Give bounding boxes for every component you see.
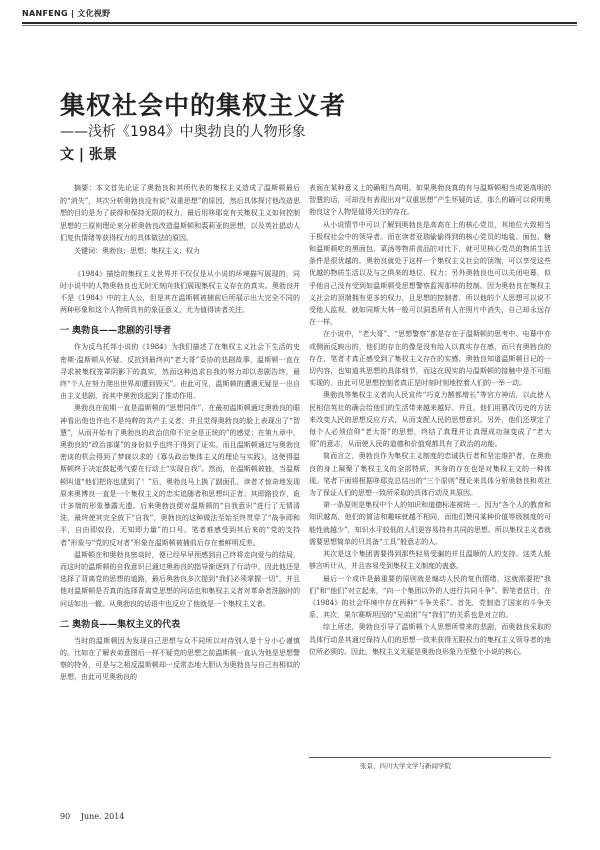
section-heading-1: 一 奥勃良——悲剧的引导者 xyxy=(60,326,172,337)
body-paragraph: 奥勃良等集权主义者向人民宣传“巧克力额都增长”等官方神话，以此使人民相信英社的确会给他们的生活带来越来越好。并且，他们用篡改历史的方法来改变人民的思想反应方式，从而支配人民的思想意识。另外，他们还规定了每个人必须信仰“老大哥”的思想，终结了真理并让真理成功演变成了“老大哥”的意志，从而使人民的道德和价值观都具有了政治的功能。 xyxy=(309,391,551,449)
author-affiliation: 张景，四川大学文学与新闻学院 xyxy=(360,762,451,770)
left-column xyxy=(60,182,300,802)
page-number: 90 xyxy=(60,812,71,821)
header-rule xyxy=(22,22,577,24)
body-paragraph: 第一条原则是集权中个人的知识和道德标准被统一。因为“各个人的教育和知识越高，他们的简洁和趣味就越不相同，而他们赞同某种价值等级制度的可能性就越少”，知识水平较低的人们更容易持有共同的思想。所以集权主义者就需要思想简单的只具备“工具”般意志的人。 xyxy=(309,501,551,546)
intro-paragraph: 《1984》描绘的集权主义世界并不仅仅是从小说的环境描写展现的，同时小说中的人物奥勃良也无时无刻向我们展现集权主义存在的真实。奥勃良并不是《1984》中的主人公，但是其在温斯顿被捕前后所展示出大完全不同的两种形象和这个人物所具有的象征意义，尤为值得读者关注。 xyxy=(60,269,300,315)
page-footer xyxy=(60,812,124,821)
issue-date: June. 2014 xyxy=(80,812,125,821)
affiliation-rule xyxy=(309,757,551,758)
body-paragraph: 在小说中，“老大哥”、“思想警察”都是存在于温斯顿的思考中、电幕中亦或侧面反映出的，他们的存在的像是没有给人以真实存在感，而只有奥勃良的存在，笔者才真正感受到了集权主义存在的实感。奥勃良知道温斯顿日记的一切内容，也知道其思想的具体细节，而这在现实的与温斯顿的接触中是不可能实现的，由此可见思想控制者真正是时刻时刻地控着人们的一举一动。 xyxy=(309,330,551,388)
body-paragraph: 温斯顿在和奥勃良密谈时，便已经早早预感到自己终将走向爱与的结局，而这时的温斯顿的自我意识已通过奥勃良的指导渐逐到了行动中，因此他还是选择了背离党的思想的道路，最后奥勃良多次提到“我们必须掌握一切”，并且他对温斯顿是否真的选择背离党思想的问话也和集权主义者对革命者洗脑时的问话如出一辙。从奥勃良的话语中也反应了他就是一个集权主义者。 xyxy=(60,550,300,608)
body-paragraph: 从小说情节中可以了解到奥勃良是高高在上的核心党员，其地位大致相当于极权社会中的领导者。而在读者亚瑞偷偷得到的核心党员的地毯、面包、糖和温斯顿吃的黑面包、菜汤等物质食品的对比下，就可见核心党员的物质生活条件是很优越的。奥勃良就处于这样一个集权主义社会的顶端，可以享受这些优越的物质生活以及与之俱来的地位、权力；另外奥勃良也可以关闭电幕，似乎他自己没有受到如温斯顿受思想警察监视那样的控制。因为奥勃良在集权主义社会的顶端拥有更多的权力，且思想的控制者，所以他的个人思想可以说不受他人监视，就如同斯大林一般可以洞悉所有人在照片中消失，自己却永远存在一样。 xyxy=(309,220,551,327)
body-paragraph: 综上所述，奥勃良引导了温斯顿个人思想所带来的悲剧，而奥勃良采取的具体行动是其通过保持人们的思想一致来获得无限权力的集权主义领导者的地位所必须的。因此，集权主义无疑是奥勃良形象乃至整个小说的核心。 xyxy=(309,623,551,656)
section-header: NANFENG | 文化视野 xyxy=(22,9,111,18)
keywords: 关键词：奥勃良；思想；集权主义；权力 xyxy=(74,246,200,255)
body-paragraph: 其次是这个集团需要得到那些轻易受骗的并且温顺的人的支持。这类人能够言听计从，并且容易受到集权主义制度的蛊惑。 xyxy=(309,550,551,571)
body-paragraph: 最后一个或许是最重要的原则就是煽动人民的复仇情绪，这就需要把“我们”和“他们”对立起来，“向一个集团以外的人进行共同斗争”。假笔者估计，在《1984》的社会环境中存在两种“斗争关系”。首先，党制造了国家的斗争关系，其次，果尔赛斯坦因的“兄弟团”与“我们”的关系也是对立的。 xyxy=(309,574,551,620)
right-column xyxy=(309,182,551,752)
article-subtitle: ——浅析《1984》中奥勃良的人物形象 xyxy=(60,124,306,140)
abstract: 摘要：本文首先论证了奥勃良和其所代表的集权主义造成了温斯顿最后的“消失”，其次分析奥勃良没有说“双重思想”的原因，然后具体探讨他改造思想的目的是为了获得和保持无限的权力，最后用哆耶克有关集权主义如何控制思想的三原则理论来分析奥勃良改造温斯顿和裘莉亚的思想，以及英社猖动人们复仇情绪等获得权力的具体做法的原因。 xyxy=(60,184,300,243)
body-paragraph: 作为反乌托邦小说的《1984》为我们描述了在集权主义社会下生活的史密斯·温斯顿从怀疑、反抗到最终向“老大哥”妥协的悲剧故事，温斯顿一直在寻求被集权笼罩阴影下的真实，然而这种追求自我的努力却以悲剧告终，最终“个人在努力爬出世界却遭到毁灭”。由此可见，温斯顿的遭遇无疑是一出自由主义悲剧，而其中奥勃良起到了推动作用。 xyxy=(60,343,300,401)
article-title: 集权社会中的集权主义者 xyxy=(60,91,347,120)
section-heading-2: 二 奥勃良——集权主义的代表 xyxy=(60,619,181,630)
article-author: 文 | 张景 xyxy=(60,147,117,163)
header-rule-thin xyxy=(22,25,577,26)
body-paragraph: 奥勃良在前期一直是温斯顿的“思想同伴”，在最初温斯顿通过奥勃良的眼神看出他也许也不是纯粹的共产主义者，并且觉得奥勃良的脸上表现出了“智慧”，从而开始有了奥勃良的政治信仰不完全是正统的”的感觉；在第九章中，奥勃良的“政治部谋”的身份似乎也终于得到了证实。而且温斯顿通过与奥勃良密谈的机会得到了梦寐以求的《寡头政治集体主义的理论与实践》，这使得温斯顿终于决定鼓起勇气要在行动上“实现自我”。然而，在温斯顿被抽，当温斯顿叫道“他们把你也逮到了！”后，奥勃良马上换了副面孔，读者才惊奇地发现原来奥博良一直是一个集权主义的忠实追随者和思想纠正者。其即路狡诈，诡计多端的形象暴露无遗。后来奥勃良便对温斯顿的“自我意识”进行了无情清洗，最终使其完全放下“自我”，奥勃良的这种做法至始至终贯穿了“战争即和平，自由即奴役，无知即力量”的口号。笔者难感受到其后来的“党的支持者”形象与“党的反对者”形象在温斯顿被捕前后存在着鲜明反差。 xyxy=(60,404,300,547)
body-paragraph: 表面在某种意义上的确相当高明。如果奥勃良真的有与温斯顿相当或更高明的智慧的话，可却没有表现出对“双重思想”产生怀疑的话，那么的确可以说明奥勃良这个人物是值得关注的存在。 xyxy=(309,184,551,217)
body-paragraph: 当时的温斯顿因为发现自己思想与众不同所以对待别人是十分小心谨慎的。比如在了解表弟意图后一样不疑党的思想之前温斯顿一直认为他是思想警察的特务，可是与之相反温斯顿却一反常态地大胆认为奥勃良与自己有相似的思想，由此可见奥勃良的 xyxy=(60,636,300,682)
body-paragraph: 简而言之，奥勃良作为集权主义制度的忠诚执行者和坚定维护者，在奥勃良的身上凝聚了集权主义的全部特质，其身的存在也是对集权主义的一种体现。笔者下面将根据哆耶克总结出的“三个原则”理论来具体分析奥勃良和英社为了保证人们的思想一致所采取的具体行动及其原因。 xyxy=(309,452,551,498)
